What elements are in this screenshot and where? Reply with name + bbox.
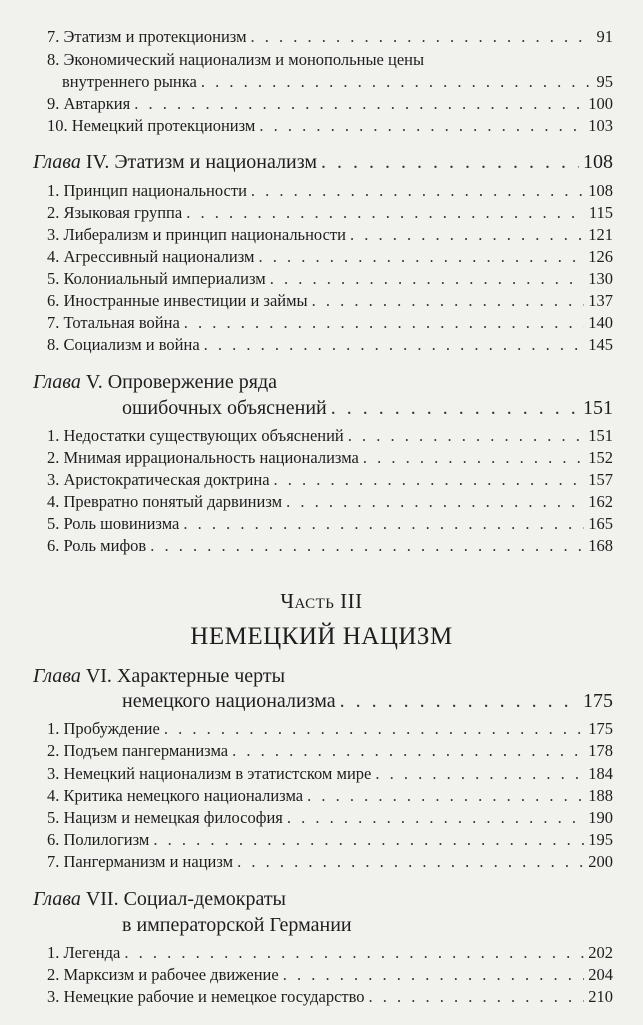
entry-title: 7. Пангерманизм и нацизм: [47, 852, 234, 871]
entry-title: внутреннего рынка: [62, 72, 197, 91]
leader-dots: [363, 448, 584, 468]
chapter-heading: [122, 914, 613, 937]
entry-page: 130: [588, 269, 613, 288]
leader-dots: [331, 397, 579, 420]
toc-entry: [47, 852, 613, 872]
chapter-label: Глава: [33, 151, 81, 173]
leader-dots: [274, 470, 585, 490]
leader-dots: [348, 426, 584, 446]
toc-entry: [47, 719, 613, 739]
entry-title: 2. Мнимая иррациональность национализма: [47, 448, 359, 467]
leader-dots: [186, 203, 585, 223]
leader-dots: [283, 965, 585, 985]
toc-entry: [47, 808, 613, 828]
leader-dots: [201, 72, 593, 92]
entry-title: 5. Роль шовинизма: [47, 514, 180, 533]
entry-page: 168: [588, 536, 613, 555]
leader-dots: [375, 764, 584, 784]
entry-title: 1. Легенда: [47, 943, 121, 962]
leader-dots: [340, 690, 579, 713]
entry-title: 7. Этатизм и протекционизм: [47, 27, 247, 46]
leader-dots: [259, 116, 584, 136]
entry-title: 9. Автаркия: [47, 94, 131, 113]
entry-title: 3. Либерализм и принцип национальности: [47, 225, 346, 244]
leader-dots: [350, 225, 584, 245]
entry-title: 1. Пробуждение: [47, 719, 160, 738]
entry-page: 152: [588, 448, 613, 467]
leader-dots: [184, 313, 584, 333]
leader-dots: [232, 741, 584, 761]
entry-title: 2. Подъем пангерманизма: [47, 741, 229, 760]
leader-dots: [124, 943, 584, 963]
entry-page: 178: [588, 741, 613, 760]
toc-entry: [47, 514, 613, 534]
toc-entry: [47, 987, 613, 1007]
entry-page: 195: [588, 830, 613, 849]
chapter-title: VII. Социал-демократы: [85, 888, 286, 910]
entry-page: 162: [588, 492, 613, 511]
leader-dots: [312, 291, 585, 311]
entry-title-line: 8. Экономический национализм и монопольные цены: [47, 50, 425, 69]
chapter-page: 175: [583, 690, 613, 712]
entry-title: 3. Немецкий национализм в этатистском мире: [47, 764, 372, 783]
leader-dots: [204, 335, 585, 355]
leader-dots: [287, 808, 584, 828]
entry-title: 8. Социализм и война: [47, 335, 200, 354]
leader-dots: [251, 181, 584, 201]
entry-page: 137: [588, 291, 613, 310]
entry-title: 5. Колониальный империализм: [47, 269, 266, 288]
chapter-heading: [122, 397, 613, 420]
entry-page: 210: [588, 987, 613, 1006]
entry-page: 204: [588, 965, 613, 984]
toc-entry: [47, 426, 613, 446]
entry-title: 6. Полилогизм: [47, 830, 150, 849]
leader-dots: [270, 269, 585, 289]
entry-title: 10. Немецкий протекционизм: [47, 116, 256, 135]
toc-entry: [47, 203, 613, 223]
entry-page: 95: [596, 72, 613, 91]
entry-page: 165: [588, 514, 613, 533]
chapter-heading: [122, 690, 613, 713]
entry-title: 1. Принцип национальности: [47, 181, 247, 200]
entry-title: 4. Превратно понятый дарвинизм: [47, 492, 283, 511]
toc-entry: [47, 764, 613, 784]
chapter-label: Глава: [33, 665, 81, 687]
toc-entry: [47, 943, 613, 963]
entry-page: 91: [596, 27, 613, 46]
chapter-title: VI. Характерные черты: [85, 665, 286, 687]
entry-title: 6. Иностранные инвестиции и займы: [47, 291, 308, 310]
part-title: НЕМЕЦКИЙ НАЦИЗМ: [190, 623, 453, 650]
chapter-label: Глава: [33, 371, 81, 393]
chapter-heading-line: [33, 888, 286, 911]
entry-page: 190: [588, 808, 613, 827]
leader-dots: [321, 151, 579, 174]
leader-dots: [237, 852, 584, 872]
toc-entry: [62, 72, 613, 92]
chapter-title: немецкого национализма: [122, 690, 336, 712]
entry-title: 7. Тотальная война: [47, 313, 180, 332]
entry-page: 200: [588, 852, 613, 871]
chapter-title: V. Опровержение ряда: [85, 371, 278, 393]
leader-dots: [183, 514, 584, 534]
toc-entry: [47, 247, 613, 267]
leader-dots: [258, 247, 584, 267]
toc-entry: [47, 313, 613, 333]
chapter-page: 108: [583, 151, 613, 173]
entry-page: 126: [588, 247, 613, 266]
chapter-heading: [33, 151, 613, 174]
entry-title: 6. Роль мифов: [47, 536, 147, 555]
entry-page: 145: [588, 335, 613, 354]
leader-dots: [286, 492, 584, 512]
chapter-title: ошибочных объяснений: [122, 397, 327, 419]
toc-entry: [47, 116, 613, 136]
entry-title: 3. Немецкие рабочие и немецкое государство: [47, 987, 365, 1006]
toc-entry: [47, 786, 613, 806]
toc-entry: [47, 830, 613, 850]
leader-dots: [164, 719, 584, 739]
entry-page: 103: [588, 116, 613, 135]
part-label: Часть III: [280, 589, 363, 613]
entry-page: 202: [588, 943, 613, 962]
entry-page: 175: [588, 719, 613, 738]
toc-entry: [47, 470, 613, 490]
entry-title: 5. Нацизм и немецкая философия: [47, 808, 283, 827]
entry-page: 115: [588, 203, 613, 222]
leader-dots: [153, 830, 584, 850]
entry-page: 184: [588, 764, 613, 783]
leader-dots: [251, 27, 593, 47]
entry-page: 157: [588, 470, 613, 489]
entry-title: 4. Критика немецкого национализма: [47, 786, 304, 805]
toc-entry: [47, 225, 613, 245]
toc-entry: [47, 492, 613, 512]
leader-dots: [150, 536, 584, 556]
toc-entry: [47, 741, 613, 761]
entry-page: 188: [588, 786, 613, 805]
toc-entry: [47, 269, 613, 289]
leader-dots: [307, 786, 584, 806]
chapter-heading-line: [33, 371, 277, 394]
chapter-title: в императорской Германии: [122, 914, 352, 936]
chapter-page: 151: [583, 397, 613, 419]
entry-title: 3. Аристократическая доктрина: [47, 470, 270, 489]
chapter-label: Глава: [33, 888, 81, 910]
entry-title: 2. Языковая группа: [47, 203, 183, 222]
entry-title: 4. Агрессивный национализм: [47, 247, 255, 266]
toc-entry: [47, 181, 613, 201]
entry-page: 151: [588, 426, 613, 445]
entry-page: 108: [588, 181, 613, 200]
toc-entry: [47, 536, 613, 556]
entry-page: 121: [588, 225, 613, 244]
toc-entry: [47, 965, 613, 985]
entry-page: 140: [588, 313, 613, 332]
toc-entry: [47, 94, 613, 114]
toc-entry: [47, 291, 613, 311]
leader-dots: [369, 987, 585, 1007]
chapter-heading-line: [33, 665, 285, 688]
chapter-title: IV. Этатизм и национализм: [85, 151, 318, 173]
toc-entry: [47, 448, 613, 468]
leader-dots: [134, 94, 584, 114]
entry-page: 100: [588, 94, 613, 113]
entry-title: 1. Недостатки существующих объяснений: [47, 426, 344, 445]
toc-entry: [47, 335, 613, 355]
toc-entry: [47, 27, 613, 47]
entry-title: 2. Марксизм и рабочее движение: [47, 965, 279, 984]
